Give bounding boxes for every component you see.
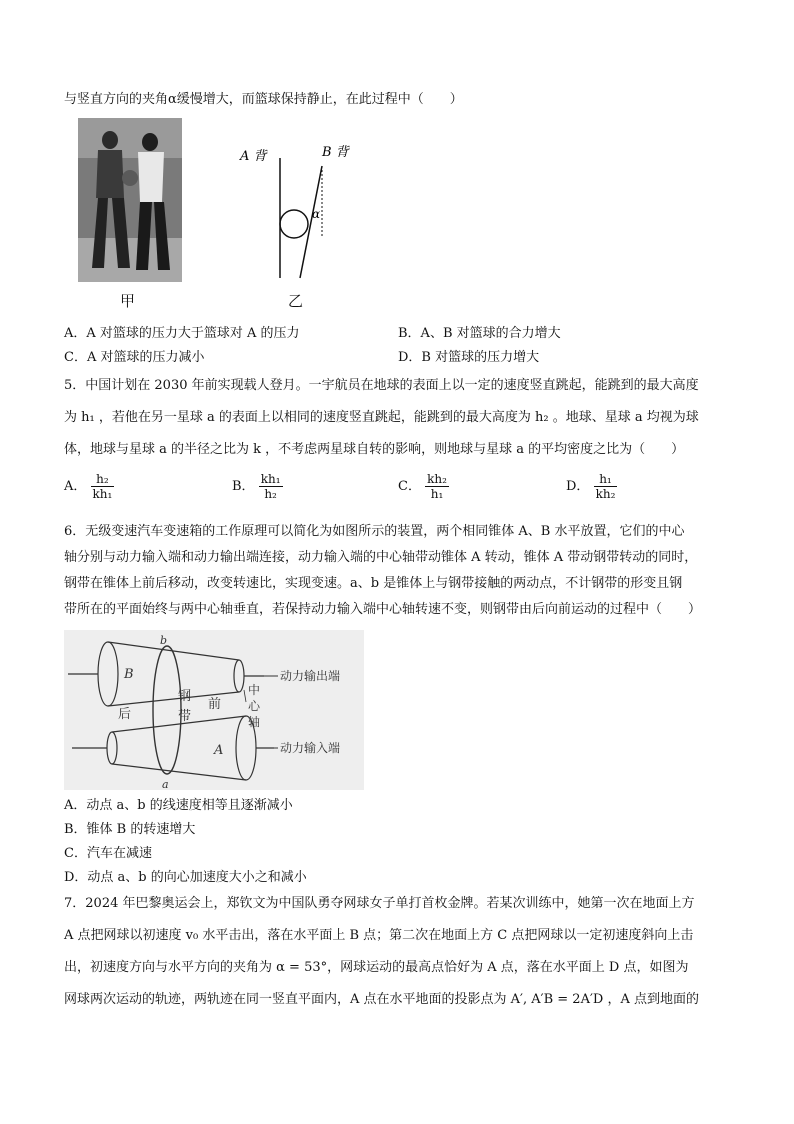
figure-caption-jia: 甲 — [120, 292, 136, 310]
q4-option-d: D．B 对篮球的压力增大 — [398, 350, 540, 365]
photo-basketball-players — [78, 118, 182, 282]
q5-line-2: 为 h₁ ，若他在另一星球 a 的表面上以相同的速度竖直跳起，能跳到的最大高度为 h₂ 。地球、星球 a 均视为球 — [64, 410, 699, 425]
fig-label-front: 前 — [208, 697, 222, 712]
q4-option-c: C．A 对篮球的压力减小 — [64, 350, 205, 365]
q5-option-b: B． $\frac{\text{kh₁}}{\text{h₂}}$ — [232, 472, 281, 501]
fig-label-cone-b: B — [124, 667, 134, 682]
fig-label-xin: 心 — [248, 699, 261, 713]
q6-line-2: 轴分别与动力输入端和动力输出端连接，动力输入端的中心轴带动锥体 A 转动，锥体 A 带动钢带转动的同时， — [64, 550, 698, 565]
q6-option-c: C．汽车在减速 — [64, 846, 152, 861]
fig-label-gang: 钢 — [178, 689, 192, 704]
fig-label-back: 后 — [118, 707, 132, 722]
q5-line-1: 5．中国计划在 2030 年前实现载人登月。一宇航员在地球的表面上以一定的速度竖直跳起，能跳到的最大高度 — [64, 378, 699, 393]
fig-label-dai: 带 — [178, 709, 192, 724]
q6-line-3: 钢带在锥体上前后移动，改变转速比，实现变速。a、b 是锥体上与钢带接触的两动点，不计钢带的形变且钢 — [64, 576, 683, 591]
fig-label-b-point: b — [160, 634, 168, 647]
fig-label-input: 动力输入端 — [280, 741, 341, 755]
label-b-back: B 背 — [322, 145, 349, 160]
b-back-line — [300, 166, 322, 278]
q7-line-3: 出，初速度方向与水平方向的夹角为 α = 53°，网球运动的最高点恰好为 A 点，落在水平面上 D 点，如图为 — [64, 960, 689, 975]
q5-option-a: A． $\frac{\text{h₂}}{\text{kh₁}}$ — [64, 472, 113, 501]
fig-label-cone-a: A — [214, 743, 224, 758]
q6-option-a: A．动点 a、b 的线速度相等且逐渐减小 — [64, 798, 293, 813]
fig-label-zhou: 轴 — [248, 715, 261, 729]
alpha-label: α — [312, 207, 321, 221]
q6-option-b: B．锥体 B 的转速增大 — [64, 822, 196, 837]
q5-line-3: 体，地球与星球 a 的半径之比为 k ，不考虑两星球自转的影响，则地球与星球 a 的平均密度之比为（ ） — [64, 442, 685, 457]
basketball-circle — [280, 210, 308, 238]
q6-line-4: 带所在的平面始终与两中心轴垂直，若保持动力输入端中心轴转速不变，则钢带由后向前运动的过程中（ ） — [64, 602, 702, 617]
label-a-back: A 背 — [240, 149, 267, 164]
q6-option-d: D．动点 a、b 的向心加速度大小之和减小 — [64, 870, 307, 885]
figure-caption-yi: 乙 — [288, 292, 304, 310]
q4-option-b: B．A、B 对篮球的合力增大 — [398, 326, 561, 341]
q7-line-2: A 点把网球以初速度 v₀ 水平击出，落在水平面上 B 点；第二次在地面上方 C 点把网球以一定初速度斜向上击 — [64, 928, 694, 943]
fig-label-a-point: a — [162, 778, 169, 790]
q6-line-1: 6．无级变速汽车变速箱的工作原理可以简化为如图所示的装置，两个相同锥体 A、B 水平放置，它们的中心 — [64, 524, 685, 539]
q7-line-1: 7．2024 年巴黎奥运会上，郑钦文为中国队勇夺网球女子单打首枚金牌。若某次训练中，她第一次在地面上方 — [64, 896, 695, 911]
figure-back-ball-diagram — [230, 138, 370, 288]
figure-cvt-cones — [64, 630, 364, 790]
q4-stem-tail: 与竖直方向的夹角α缓慢增大，而篮球保持静止，在此过程中（ ） — [64, 92, 463, 107]
fig-label-zhong: 中 — [248, 683, 261, 697]
q5-option-d: D． $\frac{\text{h₁}}{\text{kh₂}}$ — [566, 472, 616, 501]
q7-line-4: 网球两次运动的轨迹，两轨迹在同一竖直平面内，A 点在水平地面的投影点为 A′, A′B = 2A′D ，A 点到地面的 — [64, 992, 699, 1007]
photo-illustration — [78, 118, 182, 282]
q5-option-c: C． $\frac{\text{kh₂}}{\text{h₁}}$ — [398, 472, 447, 501]
q4-option-a: A．A 对篮球的压力大于篮球对 A 的压力 — [64, 326, 300, 341]
fig-label-output: 动力输出端 — [280, 669, 341, 683]
